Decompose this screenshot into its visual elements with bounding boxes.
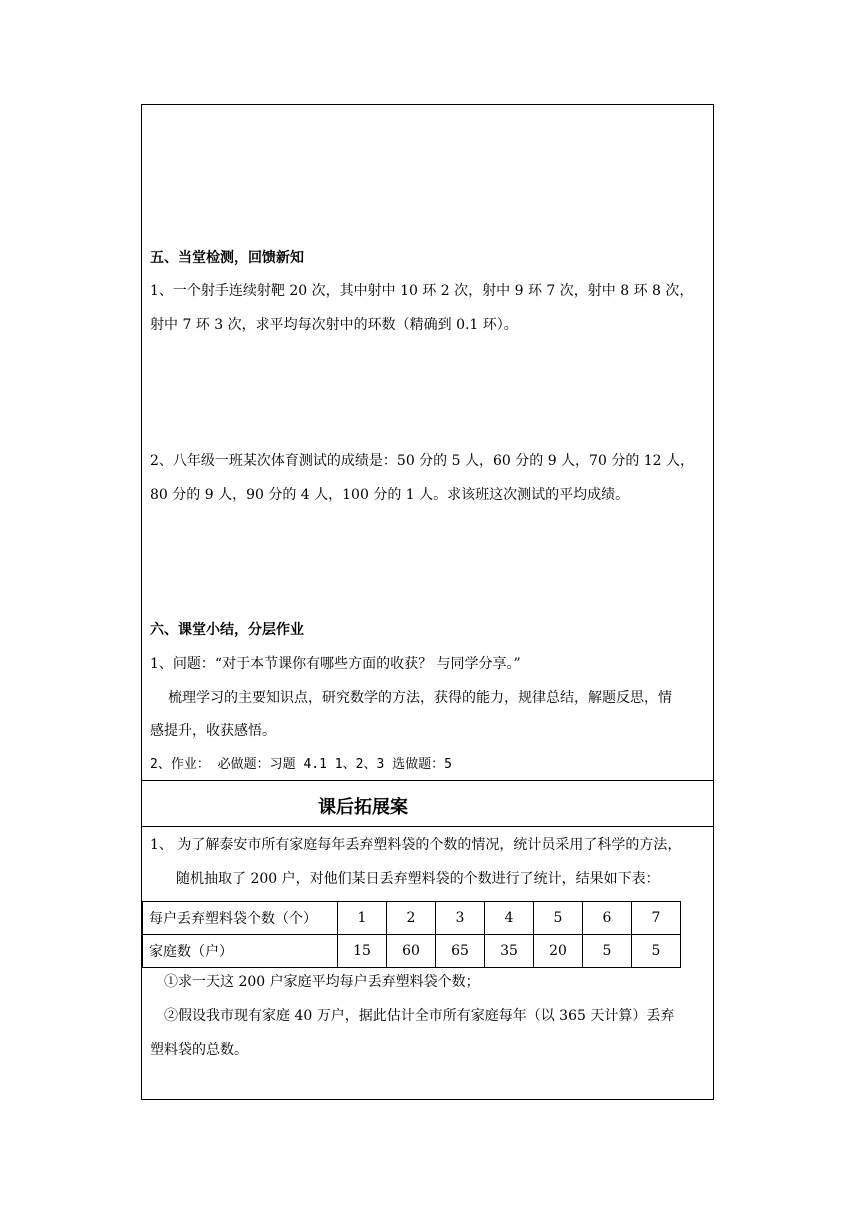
table-header-households: 家庭数（户） xyxy=(143,935,338,968)
worksheet-frame xyxy=(141,104,714,1100)
table-cell: 3 xyxy=(436,902,485,935)
table-cell: 2 xyxy=(387,902,436,935)
section5-heading: 五、当堂检测，回馈新知 xyxy=(150,250,304,266)
table-cell: 60 xyxy=(387,935,436,968)
table-row xyxy=(143,935,681,968)
extension-p1-line1: 1、 为了解泰安市所有家庭每年丢弃塑料袋的个数的情况，统计员采用了科学的方法， xyxy=(150,837,682,853)
table-header-count: 每户丢弃塑料袋个数（个） xyxy=(143,902,338,935)
table-cell: 35 xyxy=(485,935,534,968)
extension-sub2-line1: ②假设我市现有家庭 40 万户，据此估计全市所有家庭每年（以 365 天计算）丢弃 xyxy=(164,1008,675,1024)
table-cell: 4 xyxy=(485,902,534,935)
extension-title: 课后拓展案 xyxy=(318,797,408,818)
table-cell: 65 xyxy=(436,935,485,968)
table-cell: 7 xyxy=(632,902,681,935)
section5-q2-line1: 2、八年级一班某次体育测试的成绩是：50 分的 5 人，60 分的 9 人，70 分的 12 人， xyxy=(150,453,695,469)
section5-q2-line2: 80 分的 9 人，90 分的 4 人，100 分的 1 人。求该班这次测试的平均成绩。 xyxy=(150,487,630,503)
extension-sub1: ①求一天这 200 户家庭平均每户丢弃塑料袋个数； xyxy=(164,974,480,990)
table-row xyxy=(143,902,681,935)
section6-heading: 六、课堂小结，分层作业 xyxy=(150,622,304,638)
table-cell: 5 xyxy=(632,935,681,968)
extension-sub2-line2: 塑料袋的总数。 xyxy=(150,1042,248,1058)
table-cell: 1 xyxy=(338,902,387,935)
section6-summary-line2: 感提升，收获感悟。 xyxy=(150,723,276,739)
table-cell: 20 xyxy=(534,935,583,968)
section6-q1: 1、问题：“对于本节课你有哪些方面的收获？ 与同学分享。” xyxy=(150,656,521,672)
section5-q1-line2: 射中 7 环 3 次，求平均每次射中的环数（精确到 0.1 环）。 xyxy=(150,317,518,333)
section-divider-top xyxy=(142,780,713,781)
table-cell: 5 xyxy=(534,902,583,935)
section5-q1-line1: 1、一个射手连续射靶 20 次，其中射中 10 环 2 次，射中 9 环 7 次，射中 8 环 8 次， xyxy=(150,283,694,299)
table-cell: 6 xyxy=(583,902,632,935)
data-table xyxy=(142,901,681,968)
section6-summary-line1: 梳理学习的主要知识点，研究数学的方法，获得的能力，规律总结，解题反思，情 xyxy=(168,690,672,706)
section6-homework: 2、作业： 必做题：习题 4.1 1、2、3 选做题：5 xyxy=(150,757,452,772)
table-cell: 5 xyxy=(583,935,632,968)
table-cell: 15 xyxy=(338,935,387,968)
extension-p1-line2: 随机抽取了 200 户，对他们某日丢弃塑料袋的个数进行了统计，结果如下表： xyxy=(176,871,660,887)
section-divider-bottom xyxy=(142,826,713,827)
